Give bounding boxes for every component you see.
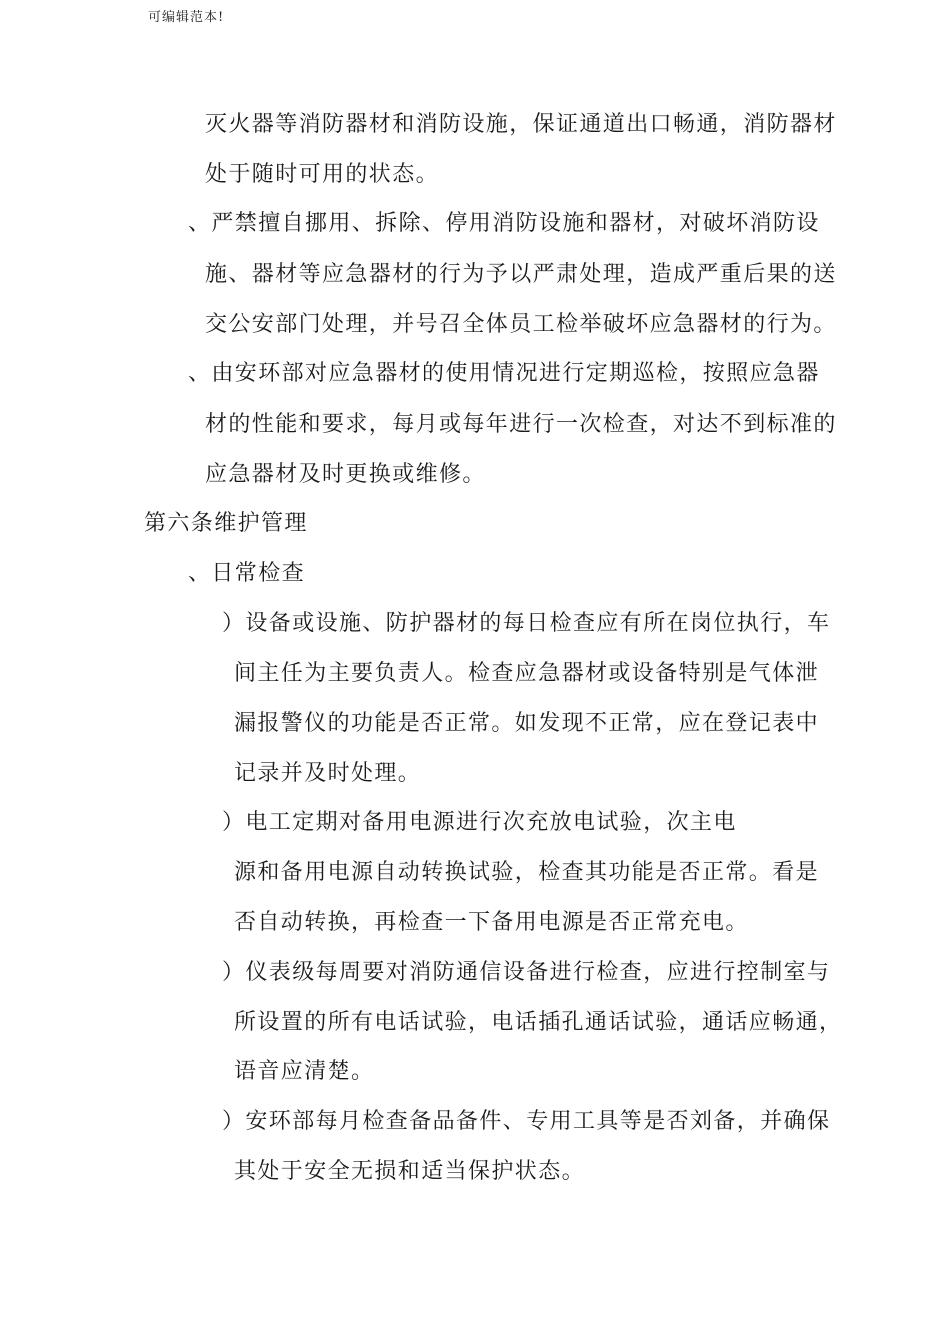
text-line: 交公安部门处理，并号召全体员工检举破坏应急器材的行为。 xyxy=(205,312,837,337)
text-line: 所设置的所有电话试验，电话插孔通话试验，通话应畅通， xyxy=(234,1010,843,1035)
text-line: 处于随时可用的状态。 xyxy=(205,162,440,187)
text-line: 灭火器等消防器材和消防设施，保证通道出口畅通，消防器材 xyxy=(205,112,837,137)
text-line: 其处于安全无损和适当保护状态。 xyxy=(234,1159,586,1184)
list-item-line: ）电工定期对备用电源进行次充放电试验，次主电 xyxy=(222,810,737,835)
subsection-heading: 、日常检查 xyxy=(188,561,306,586)
section-heading: 第六条维护管理 xyxy=(144,511,308,536)
page-header-note: 可编辑范本! xyxy=(148,10,225,25)
list-item-line: ）安环部每月检查备品备件、专用工具等是否刘备，并确保 xyxy=(222,1109,831,1134)
text-line: 漏报警仪的功能是否正常。如发现不正常，应在登记表中 xyxy=(234,711,820,736)
text-line: 否自动转换，再检查一下备用电源是否正常充电。 xyxy=(234,910,749,935)
text-line: 应急器材及时更换或维修。 xyxy=(205,462,486,487)
text-line: 语音应清楚。 xyxy=(234,1059,375,1084)
list-item-line: ）仪表级每周要对消防通信设备进行检查，应进行控制室与 xyxy=(222,960,831,985)
text-line: 间主任为主要负责人。检查应急器材或设备特别是气体泄 xyxy=(234,661,820,686)
text-line: 施、器材等应急器材的行为予以严肃处理，造成严重后果的送 xyxy=(205,262,837,287)
text-line: 材的性能和要求，每月或每年进行一次检查，对达不到标准的 xyxy=(205,412,837,437)
text-line: 记录并及时处理。 xyxy=(234,761,422,786)
text-line: 源和备用电源自动转换试验，检查其功能是否正常。看是 xyxy=(234,860,820,885)
list-item-line: 、由安环部对应急器材的使用情况进行定期巡检，按照应急器 xyxy=(188,361,820,386)
list-item-line: ）设备或设施、防护器材的每日检查应有所在岗位执行，车 xyxy=(222,611,831,636)
list-item-line: 、严禁擅自挪用、拆除、停用消防设施和器材，对破坏消防设 xyxy=(188,211,820,236)
